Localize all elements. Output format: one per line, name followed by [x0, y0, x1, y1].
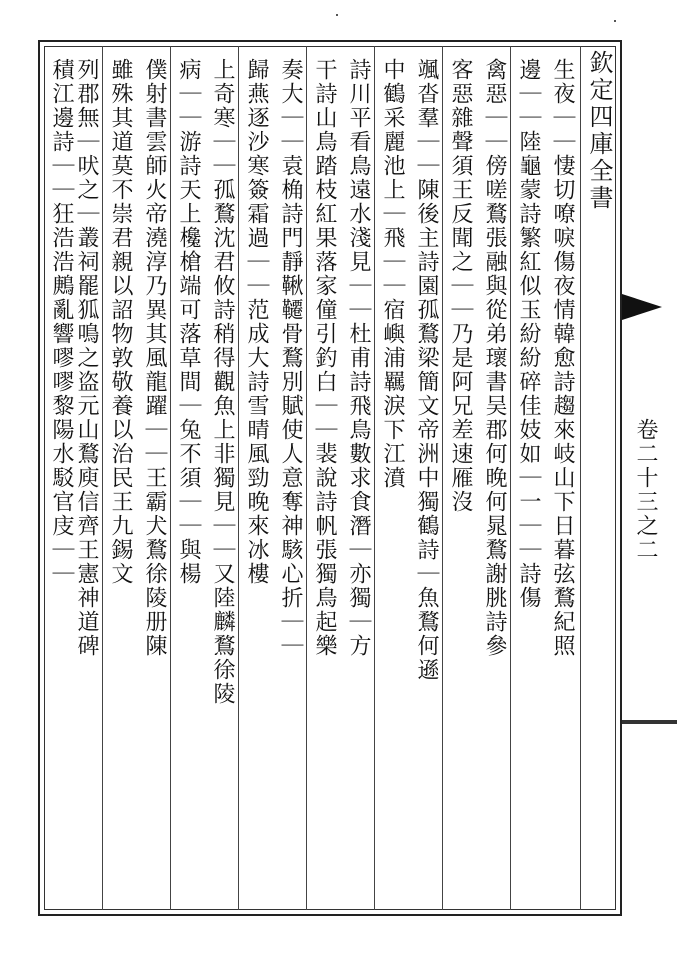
text-column-1: 生夜｜｜悽切嘹唳傷夜情韓愈詩趨來岐山下日暮弦鶩紀照: [550, 58, 575, 658]
text-column-2: 邊｜｜陸龜蒙詩繁紅似玉紛紛碎佳妓如｜一｜｜詩傷: [516, 58, 541, 610]
text-column-6: 中鶴采麗池上｜飛｜｜宿嶼浦羈淚下江濆: [380, 58, 405, 490]
text-column-7: 詩川平看鳥遠水淺見｜｜杜甫詩飛鳥數求食潛｜亦獨｜方: [346, 58, 371, 658]
text-column-16: 積江邊詩｜｜狂浩浩鶊亂響嘐嘐黎陽水駁官庋｜｜: [49, 58, 74, 586]
text-column-10: 歸燕逐沙寒簽霜過｜｜范成大詩雪晴風勁晚來冰樓: [244, 58, 269, 586]
text-column-13: 僕射書雲師火帝澆淳乃異其風龍躍｜｜王霸犬鶩徐陵册陳: [142, 58, 167, 658]
text-column-14: 雖殊其道莫不崇君親以詔物敦敬養以治民王九錫文: [108, 58, 133, 586]
column-rule: [238, 46, 239, 910]
text-column-15: 列郡無｜吠之｜叢祠罷狐鳴之盗元山鶩庾信齊王憲神道碑: [74, 58, 99, 658]
column-rule: [170, 46, 171, 910]
text-column-4: 客惡雜聲須王反聞之｜｜乃是阿兄差速雁沒: [448, 58, 473, 514]
text-column-12: 病｜｜游詩天上欃槍端可落草間｜兔不須｜｜與楊: [176, 58, 201, 586]
text-column-3: 禽惡｜｜傍嗟鶩張融與從弟瓌書吴郡何晚何晁鶩謝朓詩參: [482, 58, 507, 658]
speck: [336, 14, 338, 16]
column-rule: [442, 46, 443, 910]
speck: [614, 20, 616, 22]
text-column-9: 奏大｜｜袁桷詩門靜鞦韆骨鶩別賦使人意奪神駭心折｜｜: [278, 58, 303, 658]
lower-fish-tail-mark: [622, 720, 677, 724]
column-rule: [306, 46, 307, 910]
fish-tail-mark: [622, 294, 662, 320]
column-rule: [102, 46, 103, 910]
text-column-8: 干詩山鳥踏枝紅果落家僮引釣白｜｜裴說詩帆張獨鳥起樂: [312, 58, 337, 658]
volume-label: 卷二十三之二: [633, 418, 658, 562]
text-column-11: 上奇寒｜｜孤鶩沈君攸詩稍得觀魚上非獨見｜｜又陸麟鶩徐陵: [210, 58, 235, 706]
column-rule: [580, 46, 581, 910]
book-title-column: [582, 50, 616, 910]
column-rule: [510, 46, 511, 910]
column-rule: [374, 46, 375, 910]
book-title: 欽定四庫全書: [585, 50, 613, 212]
text-column-5: 颯沓羣｜｜陳後主詩園孤鶩梁簡文帝洲中獨鶴詩｜魚鶩何遜: [414, 58, 439, 682]
